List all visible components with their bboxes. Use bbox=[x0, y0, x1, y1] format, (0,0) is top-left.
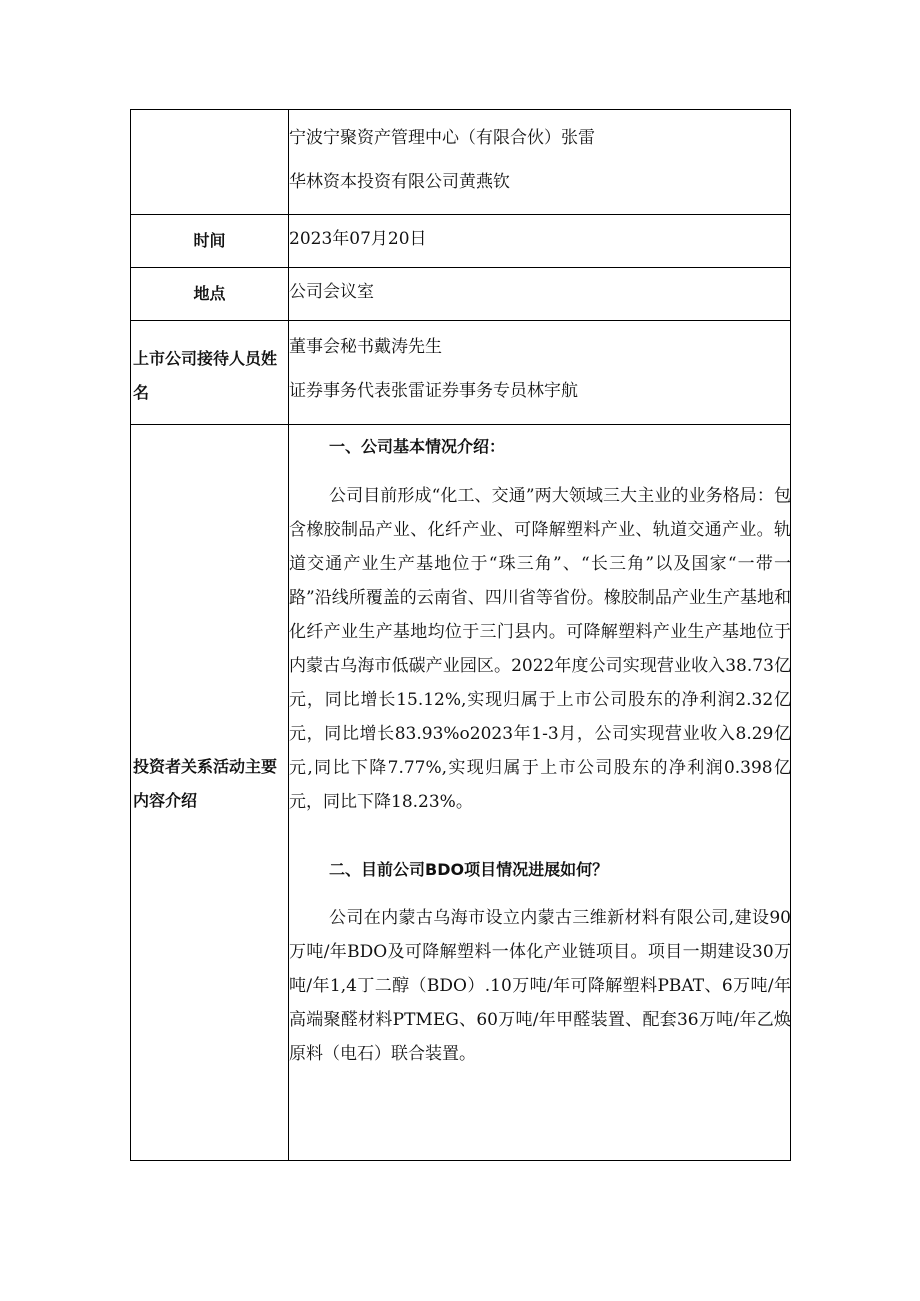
section-1-body: 公司目前形成“化工、交通”两大领域三大主业的业务格局：包含橡胶制品产业、化纤产业、可降解塑料产业、轨道交通产业。轨道交通产业生产基地位于“珠三角”、“长三角”以及国家“一带一路”沿线所覆盖的云南省、四川省等省份。橡胶制品产业生产基地和化纤产业生产基地均位于三门县内。可降解塑料产业生产基地位于内蒙古乌海市低碳产业园区。2022年度公司实现营业收入38.73亿元，同比增长15.12%,实现归属于上市公司股东的净利润2.32亿元，同比增长83.93%o2023年1-3月，公司实现营业收入8.29亿元,同比下降7.77%,实现归属于上市公司股东的净利润0.398亿元，同比下降18.23%。 bbox=[289, 486, 791, 812]
location-value: 公司会议室 bbox=[289, 282, 374, 302]
section-2-body: 公司在内蒙古乌海市设立内蒙古三维新材料有限公司,建设90万吨/年BDO及可降解塑料一体化产业链项目。项目一期建设30万吨/年1,4丁二醇（BDO）.10万吨/年可降解塑料PBAT、6万吨/年高端聚醛材料PTMEG、60万吨/年甲醛装置、配套36万吨/年乙焕原料（电石）联合装置。 bbox=[289, 908, 791, 1064]
location-cell bbox=[289, 280, 791, 304]
receptionist-line: 证券事务代表张雷证券事务专员林宇航 bbox=[289, 381, 578, 401]
participants-cell bbox=[289, 126, 791, 194]
row-divider bbox=[131, 424, 790, 425]
activity-content bbox=[289, 435, 791, 1071]
row-divider bbox=[131, 320, 790, 321]
investor-relations-table bbox=[130, 109, 791, 1161]
section-1-heading: 一、公司基本情况介绍： bbox=[329, 437, 506, 456]
location-label: 地点 bbox=[193, 284, 226, 303]
participant-line: 宁波宁聚资产管理中心（有限合伙）张雷 bbox=[289, 128, 595, 148]
receptionists-label: 上市公司接待人员姓名 bbox=[133, 349, 278, 402]
participant-line: 华林资本投资有限公司黄燕钦 bbox=[289, 172, 510, 192]
section-2-heading: 二、目前公司BDO项目情况进展如何？ bbox=[329, 860, 609, 879]
receptionist-line: 董事会秘书戴涛先生 bbox=[289, 337, 442, 357]
activity-label: 投资者关系活动主要内容介绍 bbox=[133, 757, 278, 810]
time-cell bbox=[289, 227, 791, 251]
receptionists-cell bbox=[289, 335, 791, 403]
time-value: 2023年07月20日 bbox=[289, 229, 427, 249]
time-label: 时间 bbox=[193, 231, 226, 250]
